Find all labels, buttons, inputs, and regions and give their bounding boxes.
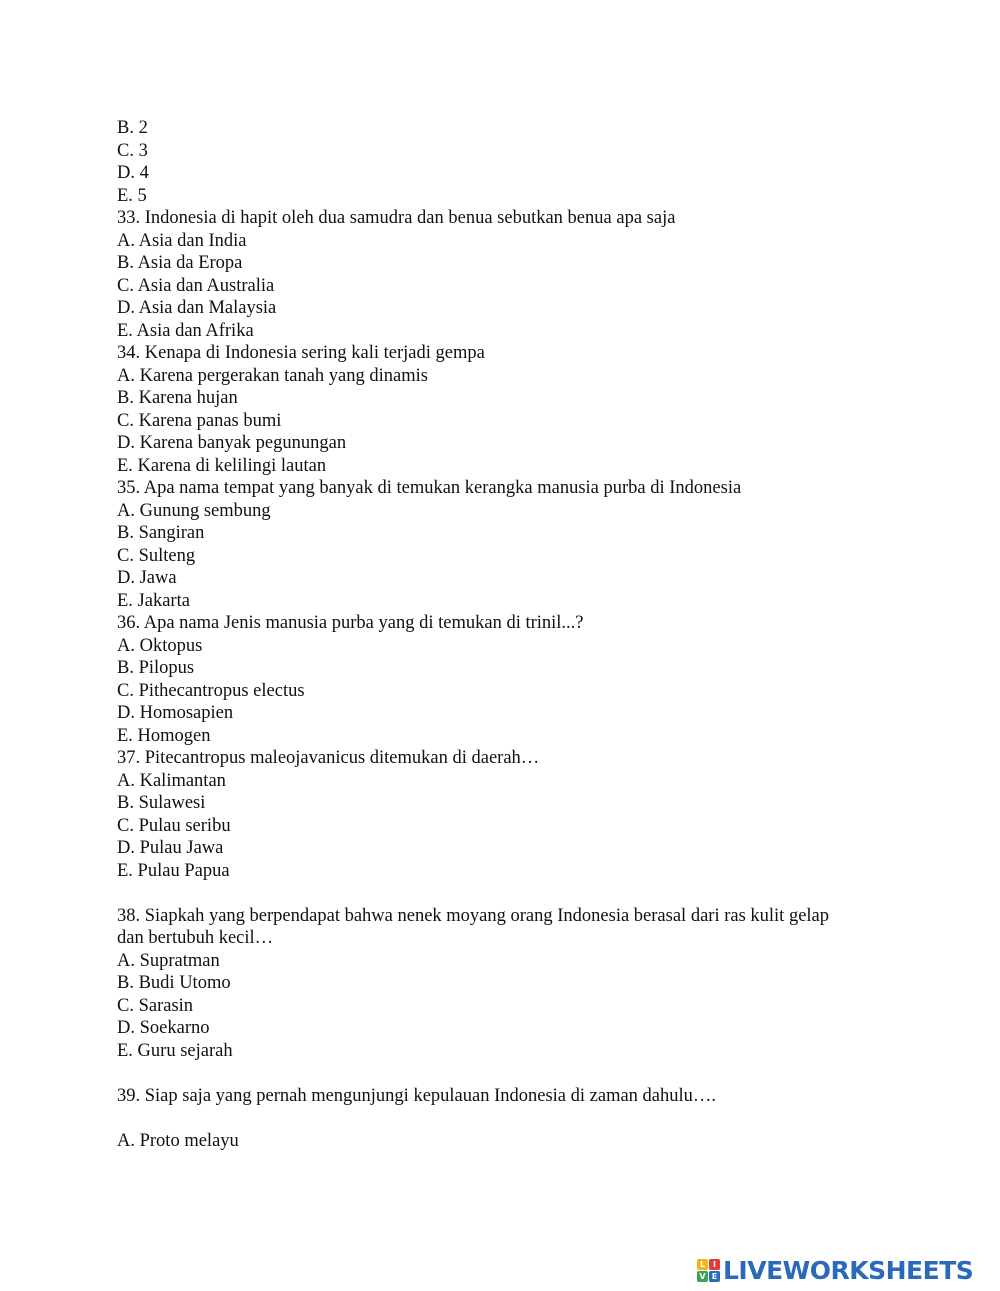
logo-block: V xyxy=(697,1271,708,1282)
answer-option: B. Budi Utomo xyxy=(117,973,231,993)
answer-option: A. Gunung sembung xyxy=(117,500,271,521)
question-text: 33. Indonesia di hapit oleh dua samudra dan benua sebutkan benua apa saja xyxy=(117,208,676,228)
answer-option: B. Karena hujan xyxy=(117,388,238,408)
answer-option: A. Asia dan India xyxy=(117,230,247,251)
question-text: 38. Siapkah yang berpendapat bahwa nenek moyang orang Indonesia berasal dari ras kulit gelap xyxy=(117,905,830,926)
answer-option: C. Karena panas bumi xyxy=(117,410,282,431)
answer-option: C. 3 xyxy=(117,140,148,161)
answer-option: E. Pulau Papua xyxy=(117,860,230,881)
answer-option: C. Sarasin xyxy=(117,995,194,1016)
answer-option: E. Jakarta xyxy=(117,590,190,611)
question-text: 36. Apa nama Jenis manusia purba yang di temukan di trinil...? xyxy=(117,613,584,633)
answer-option: C. Asia dan Australia xyxy=(117,275,275,296)
liveworksheets-logo xyxy=(697,1255,973,1285)
answer-option: E. 5 xyxy=(117,185,147,206)
answer-option: B. Sulawesi xyxy=(117,793,206,813)
answer-option: E. Asia dan Afrika xyxy=(117,320,254,341)
answer-option: A. Proto melayu xyxy=(117,1130,239,1151)
question-text: 37. Pitecantropus maleojavanicus ditemukan di daerah… xyxy=(117,748,540,768)
answer-option: B. Sangiran xyxy=(117,523,205,543)
answer-option: D. Jawa xyxy=(117,568,177,588)
logo-blocks-icon xyxy=(697,1259,720,1282)
answer-option: A. Karena pergerakan tanah yang dinamis xyxy=(117,365,428,386)
answer-option: D. Karena banyak pegunungan xyxy=(117,433,347,453)
answer-option: C. Pithecantropus electus xyxy=(117,680,305,701)
logo-text: LIVEWORKSHEETS xyxy=(723,1255,974,1285)
logo-block: L xyxy=(697,1259,708,1270)
paragraph-gap xyxy=(117,1107,917,1130)
answer-option: E. Guru sejarah xyxy=(117,1040,233,1061)
answer-option: C. Pulau seribu xyxy=(117,815,231,836)
logo-block: E xyxy=(709,1271,720,1282)
text-line: dan bertubuh kecil… xyxy=(117,928,274,948)
question-text: 39. Siap saja yang pernah mengunjungi kepulauan Indonesia di zaman dahulu…. xyxy=(117,1085,717,1106)
answer-option: C. Sulteng xyxy=(117,545,196,566)
paragraph-gap xyxy=(117,882,917,905)
answer-option: D. Asia dan Malaysia xyxy=(117,298,277,318)
answer-option: B. Pilopus xyxy=(117,658,195,678)
answer-option: D. 4 xyxy=(117,163,149,183)
question-text: 34. Kenapa di Indonesia sering kali terjadi gempa xyxy=(117,343,485,363)
paragraph-gap xyxy=(117,1062,917,1085)
answer-option: D. Homosapien xyxy=(117,703,234,723)
logo-block: I xyxy=(709,1259,720,1270)
answer-option: E. Karena di kelilingi lautan xyxy=(117,455,327,476)
answer-option: A. Kalimantan xyxy=(117,770,226,791)
answer-option: E. Homogen xyxy=(117,725,211,746)
worksheet-content xyxy=(117,117,917,1152)
answer-option: A. Oktopus xyxy=(117,635,203,656)
question-text: 35. Apa nama tempat yang banyak di temukan kerangka manusia purba di Indonesia xyxy=(117,478,742,498)
answer-option: B. 2 xyxy=(117,118,148,138)
answer-option: D. Pulau Jawa xyxy=(117,838,224,858)
answer-option: D. Soekarno xyxy=(117,1018,210,1038)
answer-option: B. Asia da Eropa xyxy=(117,253,243,273)
answer-option: A. Supratman xyxy=(117,950,220,971)
